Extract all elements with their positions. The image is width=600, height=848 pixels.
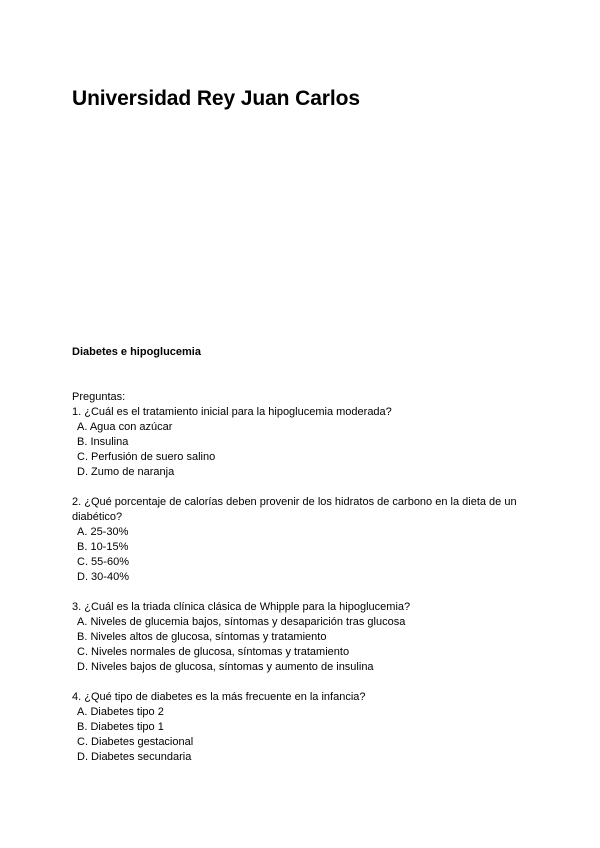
- option-d: D. Niveles bajos de glucosa, síntomas y aumento de insulina: [77, 661, 374, 673]
- option-c: C. Niveles normales de glucosa, síntomas y tratamiento: [77, 646, 350, 658]
- question-text: 3. ¿Cuál es la triada clínica clásica de Whipple para la hipoglucemia?: [72, 601, 411, 613]
- option-a: A. Niveles de glucemia bajos, síntomas y desaparición tras glucosa: [77, 616, 406, 628]
- option-b: B. Insulina: [77, 436, 129, 448]
- option-b: B. Diabetes tipo 1: [77, 721, 164, 733]
- option-c: C. Diabetes gestacional: [77, 736, 194, 748]
- option-c: C. 55-60%: [77, 556, 129, 568]
- question-1: [72, 405, 542, 480]
- question-3: [72, 600, 542, 675]
- option-d: D. 30-40%: [77, 571, 129, 583]
- option-d: D. Diabetes secundaria: [77, 751, 192, 763]
- question-4: [72, 690, 542, 765]
- option-d: D. Zumo de naranja: [77, 466, 175, 478]
- question-2: [72, 495, 542, 585]
- question-text: 1. ¿Cuál es el tratamiento inicial para la hipoglucemia moderada?: [72, 406, 392, 418]
- option-a: A. 25-30%: [77, 526, 129, 538]
- questions-section: [72, 390, 542, 780]
- option-a: A. Diabetes tipo 2: [77, 706, 164, 718]
- questions-label: Preguntas:: [72, 391, 126, 403]
- option-b: B. 10-15%: [77, 541, 129, 553]
- question-text: 4. ¿Qué tipo de diabetes es la más frecuente en la infancia?: [72, 691, 366, 703]
- option-a: A. Agua con azúcar: [77, 421, 173, 433]
- university-title: Universidad Rey Juan Carlos: [72, 87, 360, 110]
- topic-heading: Diabetes e hipoglucemia: [72, 346, 201, 358]
- option-c: C. Perfusión de suero salino: [77, 451, 216, 463]
- option-b: B. Niveles altos de glucosa, síntomas y tratamiento: [77, 631, 327, 643]
- question-text: 2. ¿Qué porcentaje de calorías deben provenir de los hidratos de carbono en la dieta de un diabético?: [72, 496, 517, 523]
